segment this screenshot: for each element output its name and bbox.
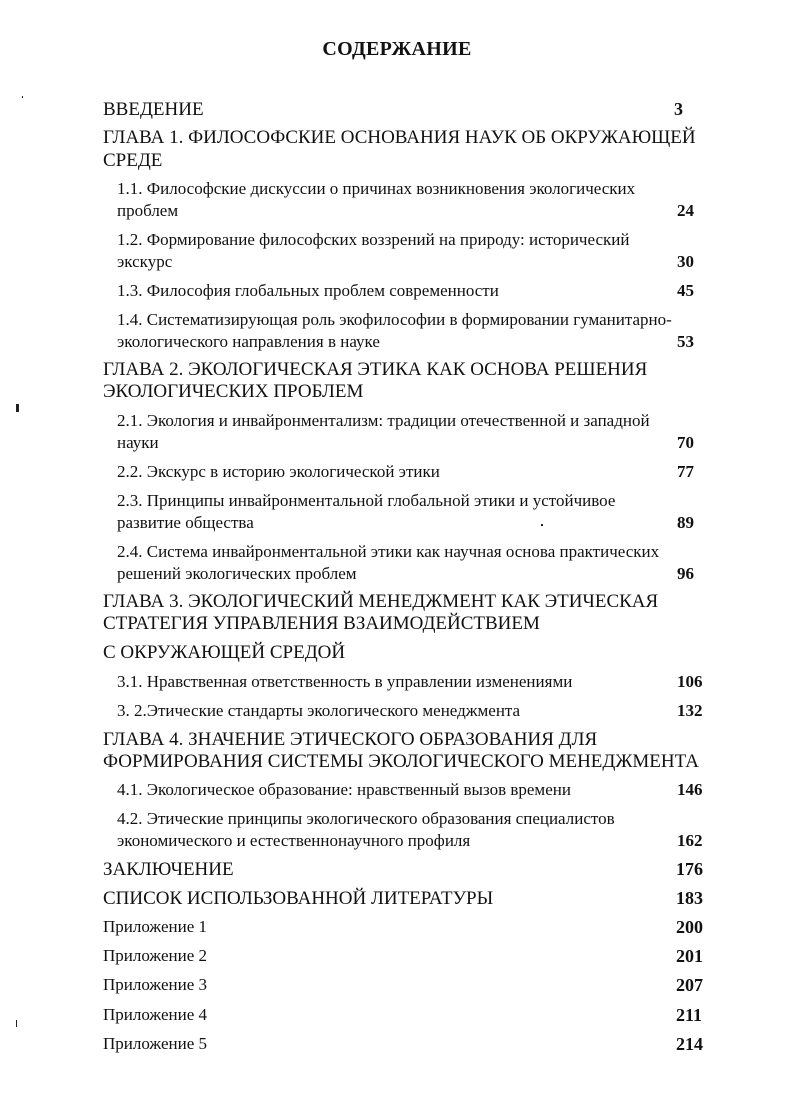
toc-section-3-1-page: 106 — [677, 672, 703, 691]
toc-section-4-2-page: 162 — [677, 831, 703, 850]
toc-references-label: СПИСОК ИСПОЛЬЗОВАННОЙ ЛИТЕРАТУРЫ — [103, 888, 494, 909]
toc-appendix-4-label: Приложение 4 — [103, 1005, 207, 1024]
toc-appendix-3-page: 207 — [676, 975, 703, 995]
toc-section-2-3: 2.3. Принципы инвайронментальной глобальной этики и устойчивое — [117, 491, 616, 510]
toc-section-2-4: 2.4. Система инвайронментальной этики как научная основа практических — [117, 542, 660, 561]
toc-appendix-4-page: 211 — [676, 1005, 703, 1025]
toc-appendix-1-label: Приложение 1 — [103, 917, 207, 936]
toc-section-4-1: 4.1. Экологическое образование: нравственный вызов времени — [117, 780, 571, 799]
toc-section-4-2: 4.2. Этические принципы экологического образования специалистов — [117, 809, 615, 828]
toc-chapter-3-title-cont: СТРАТЕГИЯ УПРАВЛЕНИЯ ВЗАИМОДЕЙСТВИЕМ — [103, 613, 540, 634]
toc-section-1-4-cont: экологического направления в науке — [117, 332, 380, 351]
toc-section-4-1-page: 146 — [677, 780, 703, 799]
scan-speck — [541, 524, 543, 526]
toc-chapter-2-title: ГЛАВА 2. ЭКОЛОГИЧЕСКАЯ ЭТИКА КАК ОСНОВА РЕШЕНИЯ — [103, 359, 648, 380]
toc-section-3-2: 3. 2.Этические стандарты экологического менеджмента — [117, 701, 521, 720]
toc-intro-label: ВВЕДЕНИЕ — [103, 99, 204, 120]
scan-speck — [16, 1020, 17, 1027]
toc-section-1-2-cont: экскурс — [117, 252, 173, 271]
toc-section-3-1: 3.1. Нравственная ответственность в управлении изменениями — [117, 672, 573, 691]
toc-appendix-2-page: 201 — [676, 946, 703, 966]
toc-section-1-2-page: 30 — [677, 252, 694, 271]
toc-section-1-4-page: 53 — [677, 332, 694, 351]
toc-section-2-3-page: 89 — [677, 513, 694, 532]
toc-section-1-3: 1.3. Философия глобальных проблем современности — [117, 281, 499, 300]
toc-chapter-1-title: ГЛАВА 1. ФИЛОСОФСКИЕ ОСНОВАНИЯ НАУК ОБ ОКРУЖАЮЩЕЙ — [103, 127, 696, 148]
toc-chapter-2-title-cont: ЭКОЛОГИЧЕСКИХ ПРОБЛЕМ — [103, 381, 364, 402]
toc-section-2-3-cont: развитие общества — [117, 513, 254, 532]
toc-section-2-2-page: 77 — [677, 462, 694, 481]
toc-section-3-2-page: 132 — [677, 701, 703, 720]
toc-appendix-1-page: 200 — [676, 917, 703, 937]
scan-speck — [16, 404, 19, 412]
toc-appendix-5-page: 214 — [676, 1034, 703, 1054]
toc-chapter-3-title: ГЛАВА 3. ЭКОЛОГИЧЕСКИЙ МЕНЕДЖМЕНТ КАК ЭТИЧЕСКАЯ — [103, 591, 659, 612]
toc-section-1-4: 1.4. Систематизирующая роль экофилософии в формировании гуманитарно- — [117, 310, 672, 329]
toc-appendix-2-label: Приложение 2 — [103, 946, 207, 965]
toc-conclusion-label: ЗАКЛЮЧЕНИЕ — [103, 859, 234, 880]
toc-section-2-1-page: 70 — [677, 433, 694, 452]
toc-appendix-5-label: Приложение 5 — [103, 1034, 207, 1053]
toc-chapter-4-title-cont: ФОРМИРОВАНИЯ СИСТЕМЫ ЭКОЛОГИЧЕСКОГО МЕНЕДЖМЕНТА — [103, 751, 699, 772]
toc-references-page: 183 — [676, 888, 703, 908]
toc-conclusion-page: 176 — [676, 859, 703, 879]
toc-section-2-2: 2.2. Экскурс в историю экологической этики — [117, 462, 440, 481]
toc-section-1-1-cont: проблем — [117, 201, 179, 220]
toc-appendix-3-label: Приложение 3 — [103, 975, 207, 994]
toc-chapter-3-title-cont-2: С ОКРУЖАЮЩЕЙ СРЕДОЙ — [103, 642, 346, 663]
toc-section-4-2-cont: экономического и естественнонаучного профиля — [117, 831, 471, 850]
toc-section-1-3-page: 45 — [677, 281, 694, 300]
toc-section-2-1: 2.1. Экология и инвайронментализм: традиции отечественной и западной — [117, 411, 650, 430]
toc-section-2-1-cont: науки — [117, 433, 159, 452]
toc-section-1-1: 1.1. Философские дискуссии о причинах возникновения экологических — [117, 179, 636, 198]
scan-speck — [22, 96, 23, 98]
toc-section-2-4-cont: решений экологических проблем — [117, 564, 357, 583]
toc-section-1-1-page: 24 — [677, 201, 694, 220]
toc-chapter-4-title: ГЛАВА 4. ЗНАЧЕНИЕ ЭТИЧЕСКОГО ОБРАЗОВАНИЯ ДЛЯ — [103, 729, 598, 750]
page-title: СОДЕРЖАНИЕ — [322, 38, 472, 60]
toc-intro-page: 3 — [674, 99, 683, 119]
toc-section-1-2: 1.2. Формирование философских воззрений на природу: исторический — [117, 230, 630, 249]
toc-section-2-4-page: 96 — [677, 564, 694, 583]
toc-chapter-1-title-cont: СРЕДЕ — [103, 150, 163, 171]
